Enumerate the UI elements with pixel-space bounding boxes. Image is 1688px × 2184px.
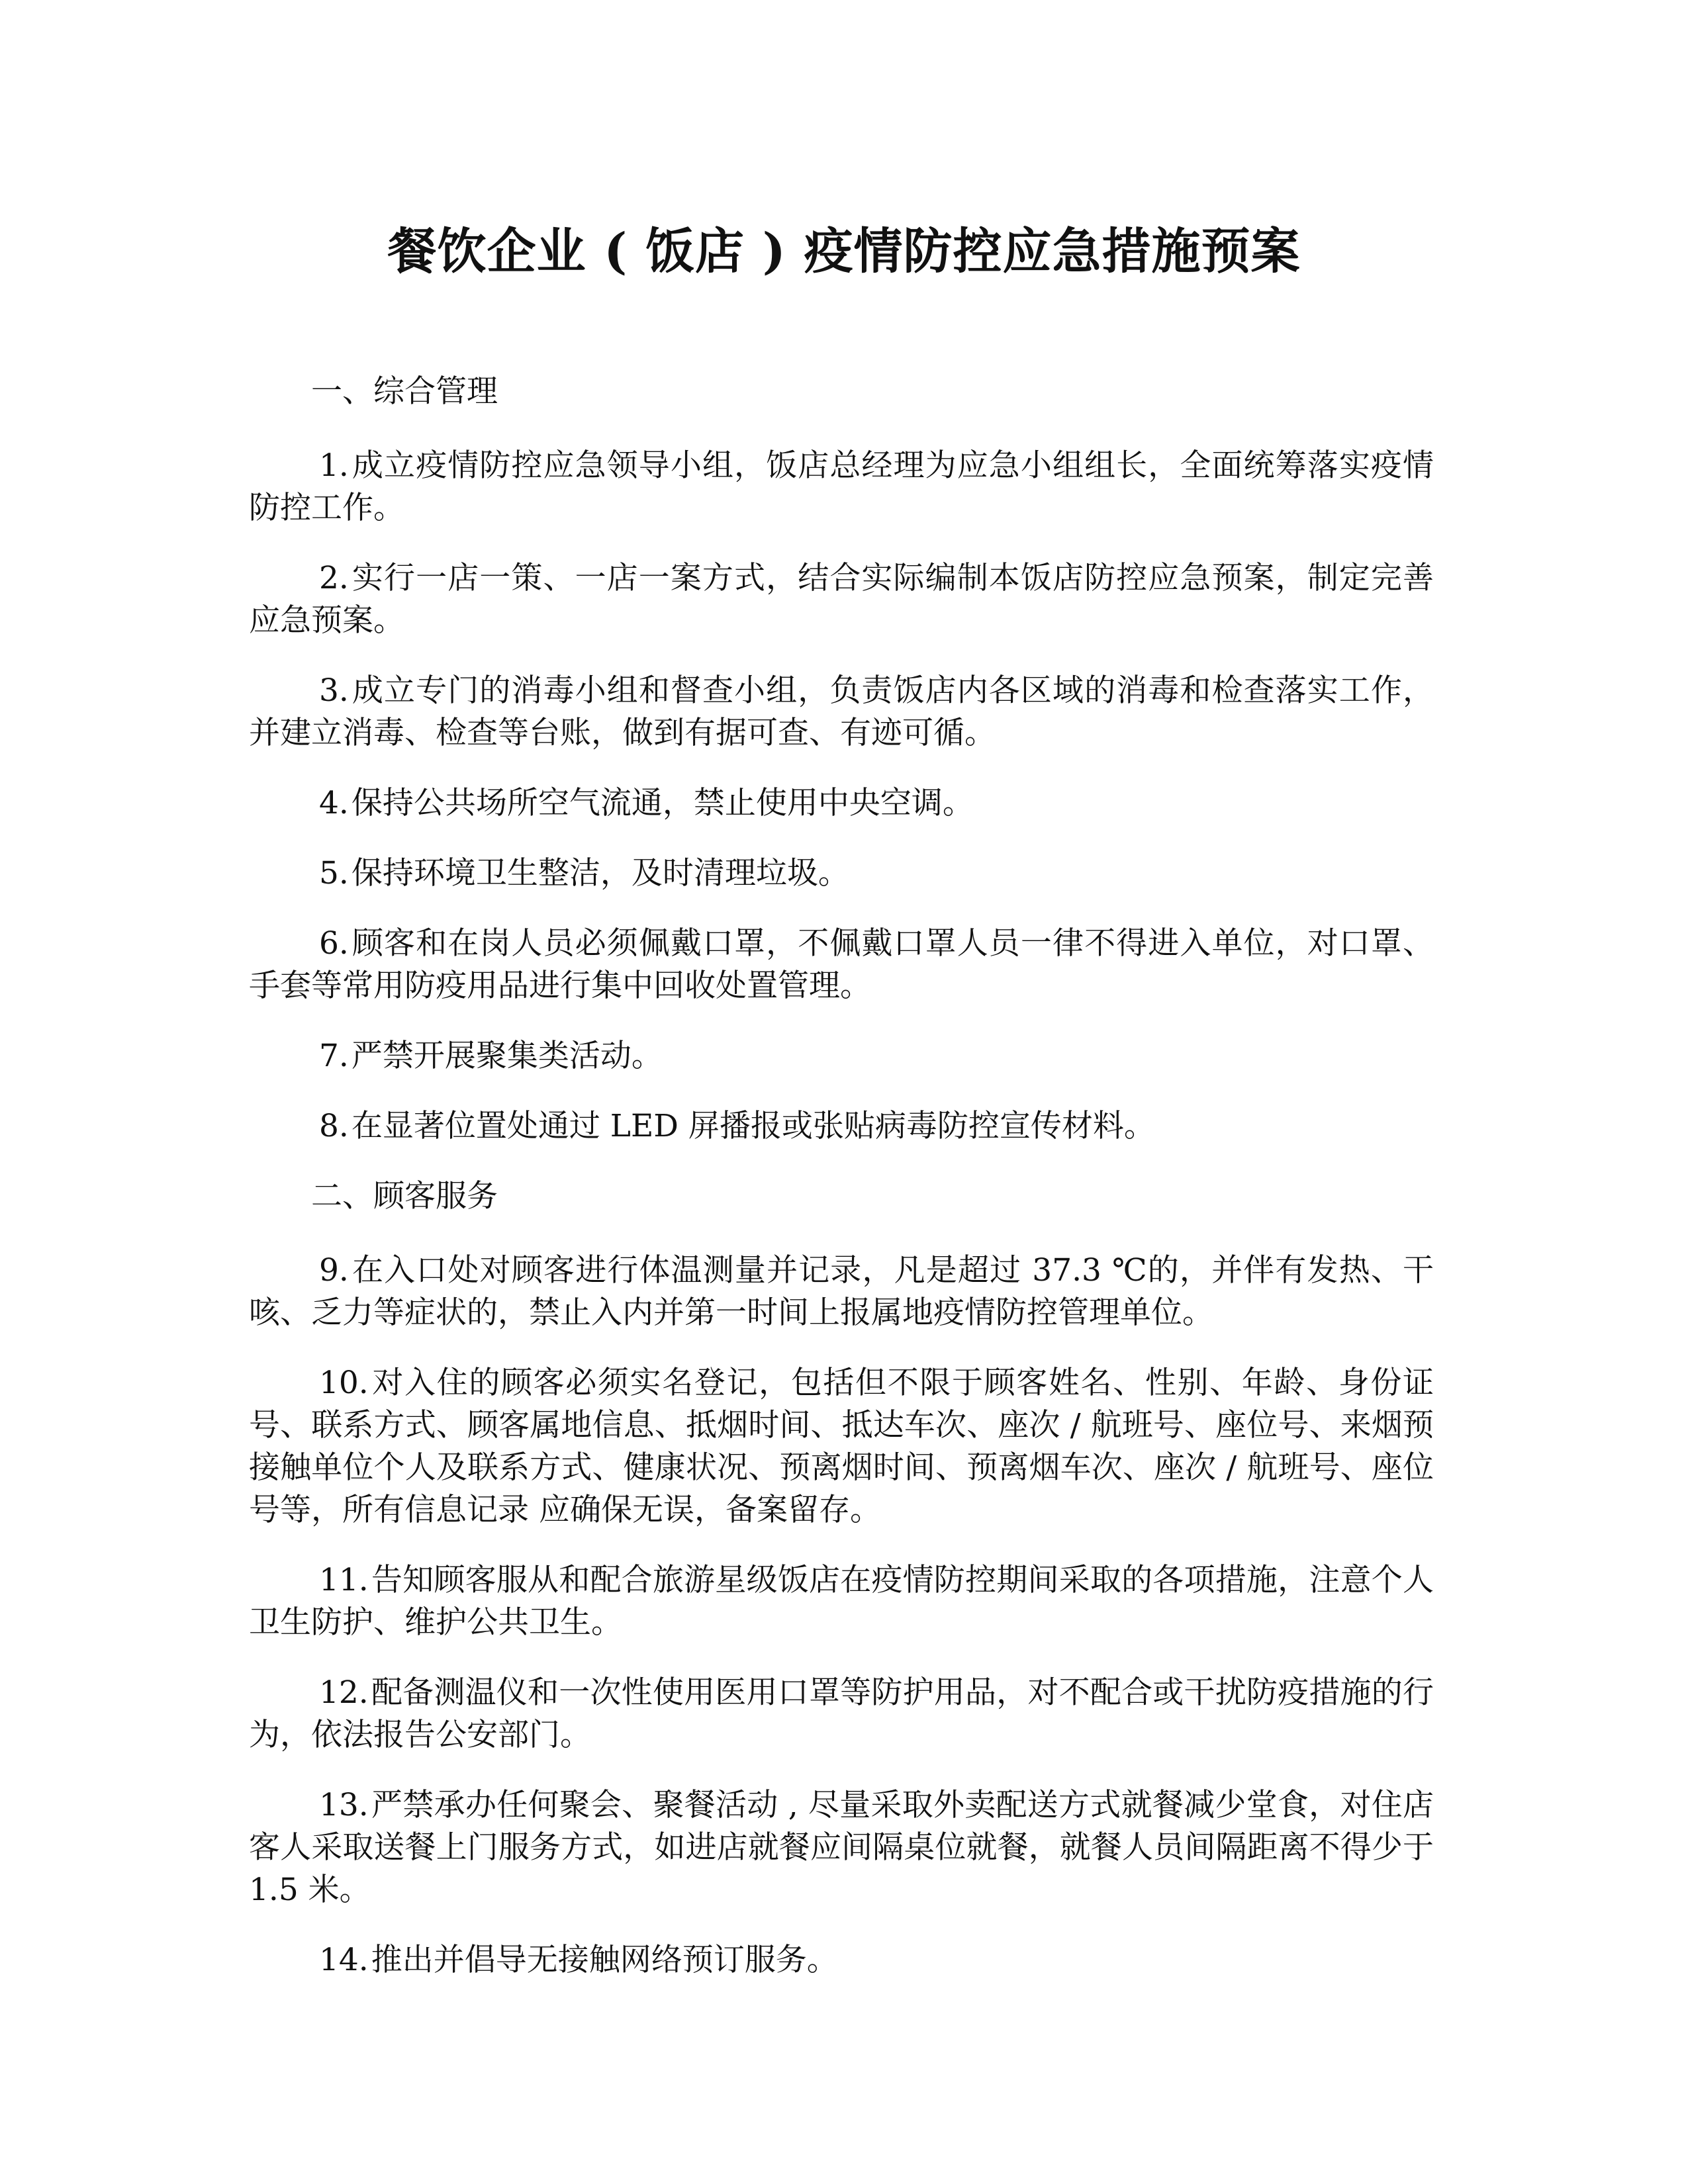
item-number: 14.	[319, 1942, 369, 1978]
item-text: 保持公共场所空气流通，禁止使用中央空调。	[351, 785, 974, 821]
section-heading: 一、综合管理	[311, 373, 498, 410]
document-body	[249, 371, 1434, 2009]
list-item	[249, 1939, 1434, 1981]
list-item	[249, 782, 1434, 825]
item-text: 成立疫情防控应急领导小组，饭店总经理为应急小组组长，全面统筹落实疫情防控工作。	[249, 447, 1434, 526]
list-item	[249, 1250, 1434, 1334]
item-number: 6.	[319, 925, 349, 962]
list-item	[249, 670, 1434, 754]
item-text: 推出并倡导无接触网络预订服务。	[371, 1942, 838, 1978]
section-heading: 二、顾客服务	[311, 1178, 498, 1214]
item-text: 对入住的顾客必须实名登记，包括但不限于顾客姓名、性别、年龄、身份证号、联系方式、顾客属地信息、抵烟时间、抵达车次、座次 / 航班号、座位号、来烟预接触单位个人及联系方式、健康状况、预离烟时间、预离烟车次、座次 / 航班号、座位号等，所有信息记录 应确保无误，备案留存。	[249, 1365, 1434, 1528]
item-number: 2.	[319, 560, 349, 596]
list-item	[249, 557, 1434, 642]
item-number: 12.	[319, 1674, 369, 1711]
item-text: 严禁承办任何聚会、聚餐活动 , 尽量采取外卖配送方式就餐减少堂食，对住店客人采取送餐上门服务方式，如进店就餐应间隔桌位就餐，就餐人员间隔距离不得少于 1.5 米。	[249, 1787, 1434, 1908]
list-item	[249, 1105, 1434, 1148]
item-text: 严禁开展聚集类活动。	[351, 1038, 663, 1074]
item-number: 13.	[319, 1787, 369, 1823]
item-number: 3.	[319, 672, 349, 709]
item-text: 告知顾客服从和配合旅游星级饭店在疫情防控期间采取的各项措施，注意个人卫生防护、维护公共卫生。	[249, 1562, 1434, 1641]
item-number: 11.	[319, 1562, 369, 1598]
item-number: 5.	[319, 855, 349, 891]
list-item	[249, 852, 1434, 895]
item-number: 8.	[319, 1108, 349, 1144]
item-text: 成立专门的消毒小组和督查小组，负责饭店内各区域的消毒和检查落实工作，并建立消毒、检查等台账，做到有据可查、有迹可循。	[249, 672, 1434, 751]
list-item	[249, 1035, 1434, 1077]
list-item	[249, 1672, 1434, 1756]
item-text: 实行一店一策、一店一案方式，结合实际编制本饭店防控应急预案，制定完善应急预案。	[249, 560, 1434, 639]
list-item	[249, 923, 1434, 1007]
item-number: 9.	[319, 1252, 349, 1289]
item-text: 在入口处对顾客进行体温测量并记录，凡是超过 37.3 ℃的，并伴有发热、干咳、乏力等症状的，禁止入内并第一时间上报属地疫情防控管理单位。	[249, 1252, 1434, 1331]
item-number: 7.	[319, 1038, 349, 1074]
list-item	[249, 1784, 1434, 1911]
list-item	[249, 1362, 1434, 1531]
item-number: 1.	[319, 447, 349, 484]
item-text: 保持环境卫生整洁，及时清理垃圾。	[351, 855, 849, 891]
item-text: 在显著位置处通过 LED 屏播报或张贴病毒防控宣传材料。	[351, 1108, 1155, 1144]
item-text: 顾客和在岗人员必须佩戴口罩，不佩戴口罩人员一律不得进入单位，对口罩、手套等常用防疫用品进行集中回收处置管理。	[249, 925, 1434, 1004]
list-item	[249, 445, 1434, 529]
document-title: 餐饮企业 ( 饭店 ) 疫情防控应急措施预案	[387, 223, 1301, 280]
list-item	[249, 1559, 1434, 1644]
item-number: 4.	[319, 785, 349, 821]
item-number: 10.	[319, 1365, 369, 1401]
item-text: 配备测温仪和一次性使用医用口罩等防护用品，对不配合或干扰防疫措施的行为，依法报告公安部门。	[249, 1674, 1434, 1753]
